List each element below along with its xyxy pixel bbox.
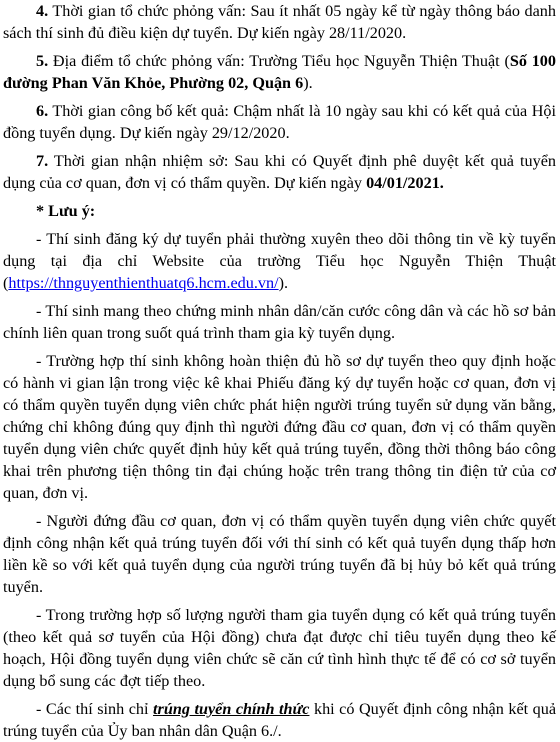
item-4-text: Sau ít nhất 05 ngày kể từ ngày thông báo danh sách thí sinh đủ điều kiện dự tuyển. Dự kiến ngày 28/11/2020. [3, 2, 556, 42]
note-heading [3, 200, 556, 222]
note-1 [3, 228, 556, 294]
item-6-text: Chậm nhất là 10 ngày sau khi có kết quả của Hội đồng tuyển dụng. Dự kiến ngày 29/12/2020. [3, 102, 556, 142]
item-7-text: Sau khi có Quyết định phê duyệt kết quả tuyển dụng của cơ quan, đơn vị có thẩm quyền. Dự kiến ngày [3, 152, 556, 192]
item-7-date: 04/01/2021. [366, 174, 444, 192]
item-5-end: ). [303, 74, 313, 92]
note-6-post: khi có Quyết định công nhận kết quả trúng tuyển của Ủy ban nhân dân Quận 6./. [3, 700, 557, 740]
website-link[interactable]: https://thnguyenthienthuatq6.hcm.edu.vn/ [8, 274, 279, 292]
item-5 [3, 50, 556, 94]
note-6 [3, 698, 556, 742]
note-1-text: - Thí sinh đăng ký dự tuyển phải thường xuyên theo dõi thông tin về kỳ tuyển dụng tại địa chỉ Website của trường Tiểu học Nguyễn Thiện Thuật ( [3, 230, 556, 292]
official-admission-emphasis: trúng tuyển chính thức [153, 700, 310, 718]
note-4: - Người đứng đầu cơ quan, đơn vị có thẩm quyền tuyển dụng viên chức quyết định công nhận kết quả trúng tuyển đối với thí sinh có kết quả tuyển dụng thấp hơn liền kề so với kết quả tuyển dụng của người trúng tuyển đã bị hủy bỏ kết quả trúng tuyển. [3, 512, 556, 596]
item-5-text: Trường Tiểu học Nguyễn Thiện Thuật ( [244, 52, 510, 70]
note-6-pre: - Các thí sinh chỉ [36, 700, 154, 718]
note-1-end: ). [278, 274, 289, 292]
item-7-label: Thời gian nhận nhiệm sở: [53, 152, 229, 170]
note-title: * Lưu ý: [36, 202, 96, 220]
item-5-label: Địa điểm tổ chức phỏng vấn: [52, 52, 245, 70]
item-4 [3, 0, 556, 44]
item-5-number: 5. [36, 52, 49, 70]
note-3: - Trường hợp thí sinh không hoàn thiện đủ hồ sơ dự tuyển theo quy định hoặc có hành vi gian lận trong việc kê khai Phiếu đăng ký dự tuyển hoặc cơ quan, đơn vị có thẩm quyền tuyển dụng viên chức phát hiện người trúng tuyển sử dụng văn bằng, chứng chỉ không đúng quy định thì người đứng đầu cơ quan, đơn vị có thẩm quyền tuyển dụng viên chức quyết định hủy kết quả trúng tuyển, đồng thời thông báo công khai trên phương tiện thông tin đại chúng hoặc trên trang thông tin điện tử của cơ quan, đơn vị. [3, 352, 556, 502]
item-7-number: 7. [36, 152, 49, 170]
item-7 [3, 150, 556, 194]
item-6 [3, 100, 556, 144]
note-5: - Trong trường hợp số lượng người tham gia tuyển dụng có kết quả trúng tuyển (theo kết quả sơ tuyển của Hội đồng) chưa đạt được chỉ tiêu tuyển dụng theo kế hoạch, Hội đồng tuyển dụng viên chức sẽ căn cứ tình hình thực tế để có cơ sở tuyển dụng bổ sung các đợt tiếp theo. [3, 606, 556, 690]
item-4-number: 4. [36, 2, 49, 20]
item-4-label: Thời gian tổ chức phỏng vấn: [52, 2, 246, 20]
item-6-number: 6. [36, 102, 49, 120]
item-6-label: Thời gian công bố kết quả: [52, 102, 229, 120]
item-5-address: Số 100 đường Phan Văn Khỏe, Phường 02, Quận 6 [3, 52, 556, 92]
note-2: - Thí sinh mang theo chứng minh nhân dân/căn cước công dân và các hồ sơ bản chính liên quan trong suốt quá trình tham gia kỳ tuyển dụng. [3, 302, 556, 342]
